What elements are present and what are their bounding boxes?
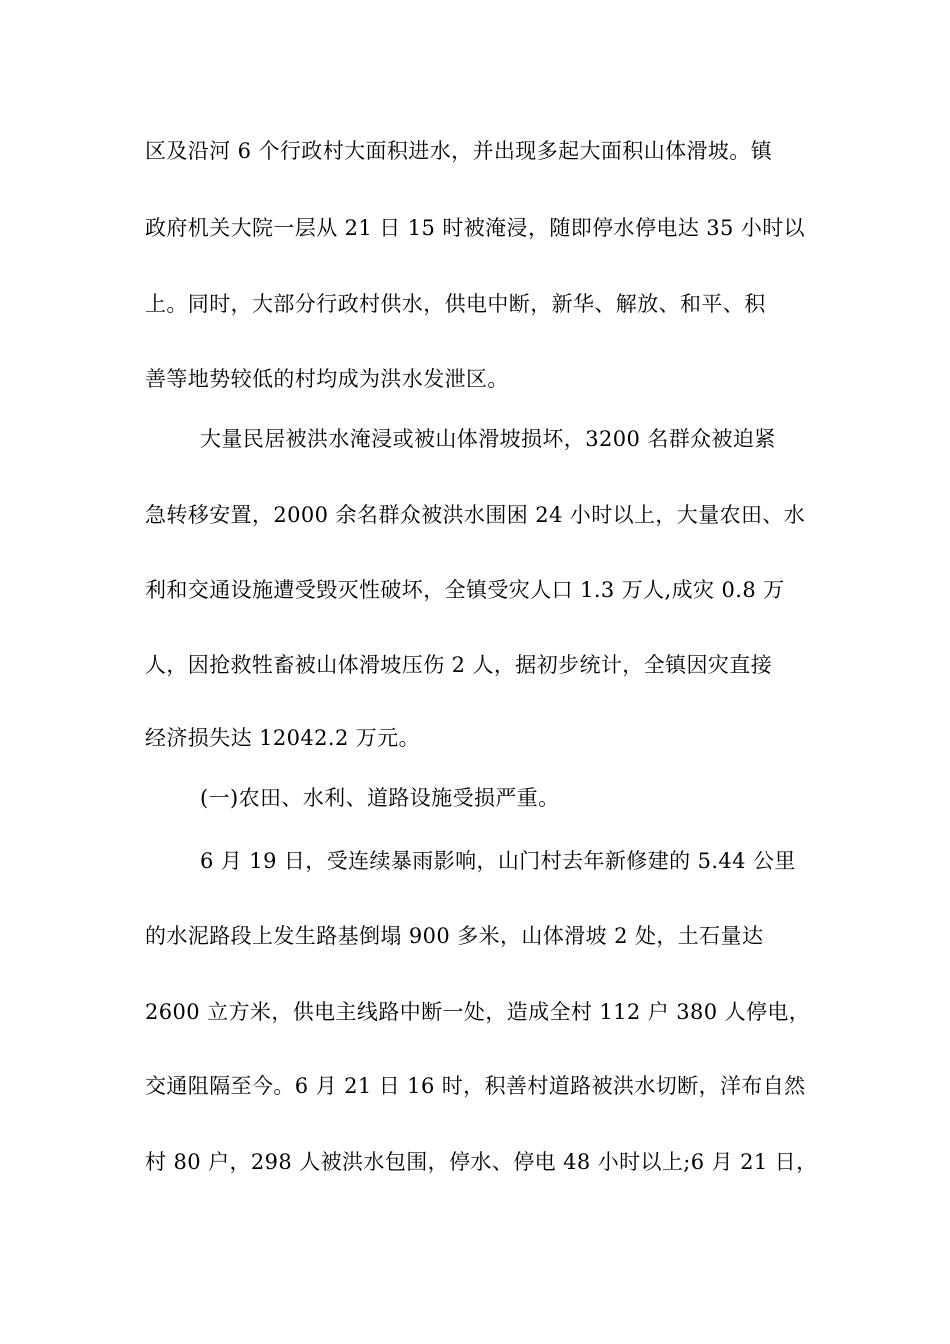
text-line: 区及沿河 6 个行政村大面积进水，并出现多起大面积山体滑坡。镇 bbox=[145, 139, 773, 163]
text-line: 2600 立方米，供电主线路中断一处，造成全村 112 户 380 人停电， bbox=[145, 1000, 811, 1024]
section-heading-text: (一)农田、水利、道路设施受损严重。 bbox=[200, 786, 560, 810]
text-line: 经济损失达 12042.2 万元。 bbox=[145, 726, 420, 750]
text-line: 人，因抢救牲畜被山体滑坡压伤 2 人，据初步统计，全镇因灾直接 bbox=[145, 653, 773, 677]
text-line: 政府机关大院一层从 21 日 15 时被淹浸，随即停水停电达 35 小时以 bbox=[145, 216, 806, 240]
text-line: 的水泥路段上发生路基倒塌 900 多米，山体滑坡 2 处，土石量达 bbox=[145, 924, 764, 948]
text-line: 上。同时，大部分行政村供水，供电中断，新华、解放、和平、积 bbox=[145, 292, 766, 316]
text-line: 交通阻隔至今。6 月 21 日 16 时，积善村道路被洪水切断，洋布自然 bbox=[145, 1074, 806, 1098]
text-line: 善等地势较低的村均成为洪水发泄区。 bbox=[145, 367, 509, 391]
text-line: 村 80 户，298 人被洪水包围，停水、停电 48 小时以上;6 月 21 日， bbox=[145, 1150, 818, 1174]
text-line: 急转移安置，2000 余名群众被洪水围困 24 小时以上，大量农田、水 bbox=[145, 503, 806, 527]
text-line: 大量民居被洪水淹浸或被山体滑坡损坏，3200 名群众被迫紧 bbox=[200, 427, 776, 451]
text-line: 6 月 19 日，受连续暴雨影响，山门村去年新修建的 5.44 公里 bbox=[200, 849, 796, 873]
text-line: 利和交通设施遭受毁灭性破坏，全镇受灾人口 1.3 万人,成灾 0.8 万 bbox=[145, 578, 785, 602]
